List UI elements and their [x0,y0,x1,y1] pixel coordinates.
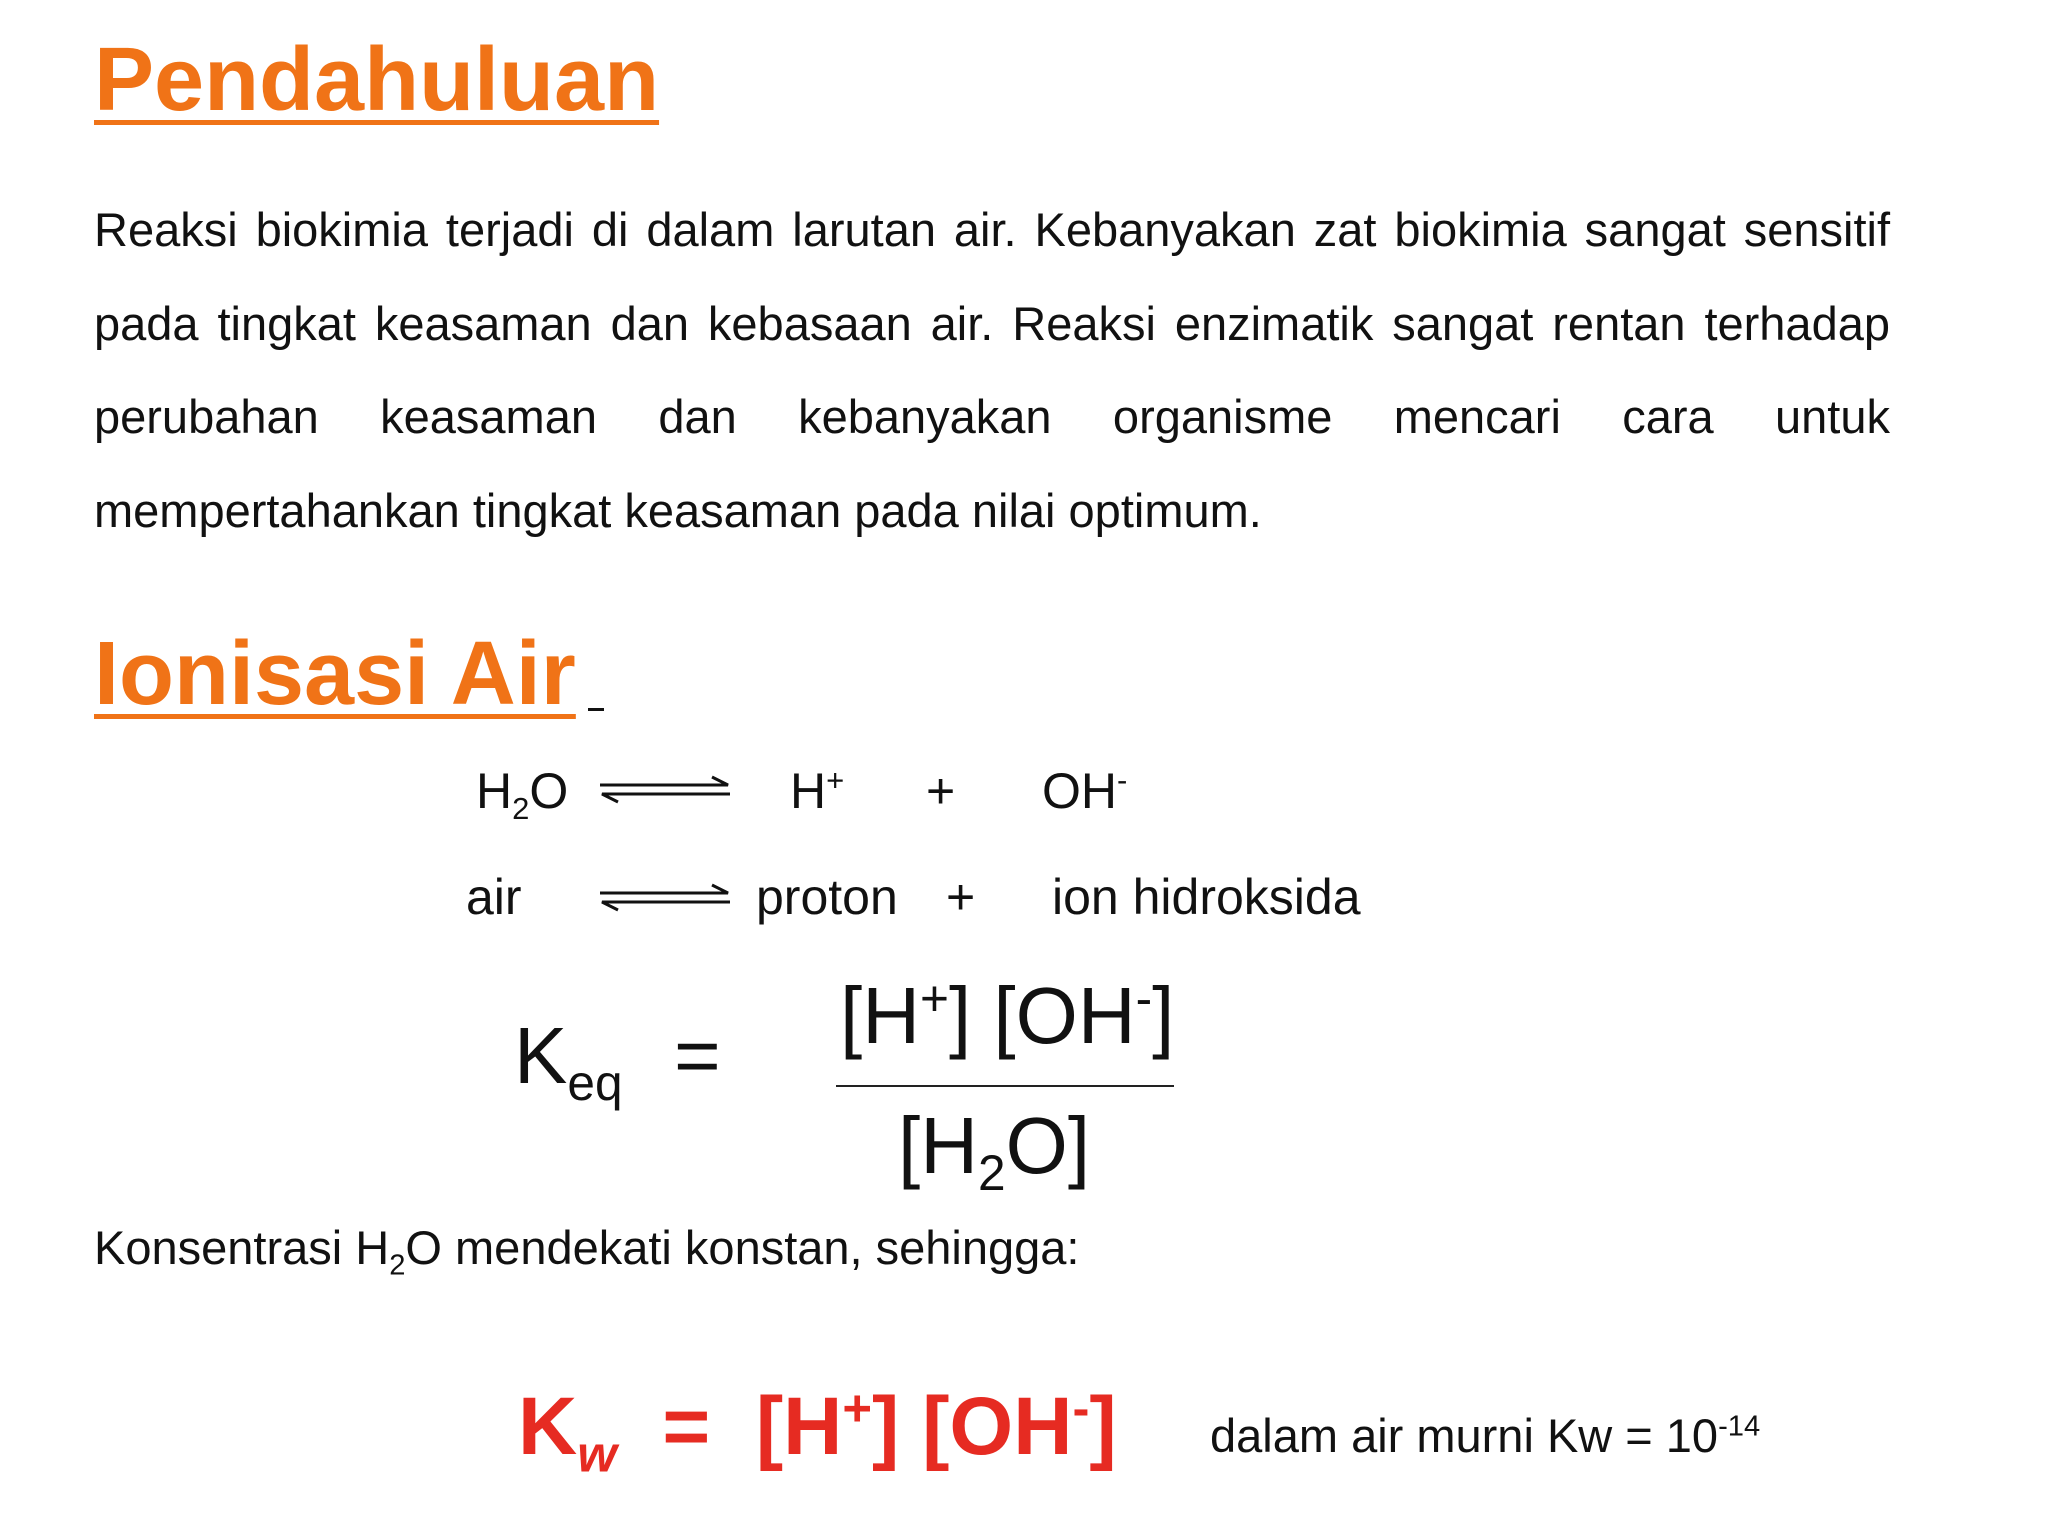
kw-pure-water-value: dalam air murni $Kw = 10^{-14}$ [1210,1409,1761,1462]
keq-denominator: $[H_2O]$ [898,1101,1091,1201]
kw-expression: $K_w = [H^+]$ [OH-] [518,1379,1117,1483]
reactant-word: air [466,869,522,925]
equilibrium-arrow-icon [598,774,733,808]
intro-paragraph: Reaksi biokimia terjadi di dalam larutan air. Kebanyakan zat biokimia sangat sensitif pada tingkat keasaman dan kebasaan air. Reaksi enzimatik sangat rentan terhadap perubahan keasaman dan kebanyakan organisme mencari cara untuk mempertahankan tingkat keasaman pada nilai optimum. [94,203,1890,537]
keq-equals: = [674,1011,721,1100]
section-title-ionisasi-air: Ionisasi Air [94,624,576,724]
product-hydroxide-word: ion hidroksida [1052,869,1361,925]
product-hydroxide-formula: OH- [1042,762,1128,819]
constant-note: Konsentrasi $H_2O$ mendekati konstan, sehingga: [94,1221,1080,1282]
heading-underline-tail [588,708,604,711]
reaction-words-plus: + [946,869,976,925]
reaction-plus: + [926,763,956,819]
fraction-line [836,1085,1174,1087]
equilibrium-arrow-icon [598,882,733,916]
section-title-pendahuluan: Pendahuluan [94,30,660,130]
keq-symbol: $K_{eq}$ [514,1011,623,1111]
product-proton-word: proton [756,869,898,925]
keq-numerator: [H+] [OH-] [840,970,1175,1060]
reactant-formula: $H_2O$ [476,763,569,826]
product-proton-formula: H+ [790,762,845,819]
